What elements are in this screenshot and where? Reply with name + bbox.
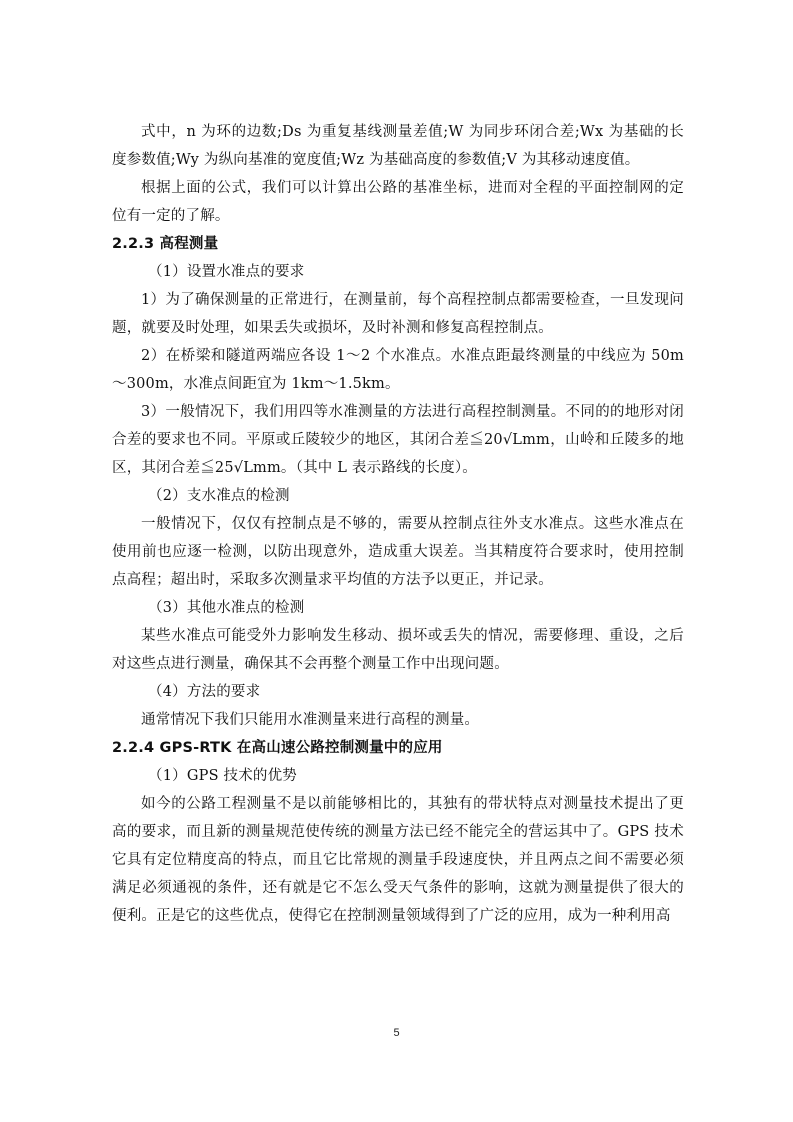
paragraph-method: 通常情况下我们只能用水准测量来进行高程的测量。 (141, 712, 480, 728)
document-body (112, 118, 684, 930)
paragraph-requirement-3: 3）一般情况下，我们用四等水准测量的方法进行高程控制测量。不同的的地形对闭合差的要求也不同。平原或丘陵较少的地区，其闭合差≦20√Lmm，山岭和丘陵多的地区，其闭合差≦25√Lmm。（其中 L 表示路线的长度）。 (112, 404, 684, 476)
paragraph-branch-benchmark: 一般情况下，仅仅有控制点是不够的，需要从控制点往外支水准点。这些水准点在使用前也应逐一检测，以防出现意外，造成重大误差。当其精度符合要求时，使用控制点高程；超出时，采取多次测量求平均值的方法予以更正，并记录。 (112, 516, 684, 588)
section-heading-2-2-4: 2.2.4 GPS-RTK 在高山速公路控制测量中的应用 (112, 740, 443, 756)
paragraph-formula-legend: 式中，n 为环的边数;Ds 为重复基线测量差值;W 为同步环闭合差;Wx 为基础的长度参数值;Wy 为纵向基准的宽度值;Wz 为基础高度的参数值;V 为其移动速度值。 (112, 124, 684, 168)
subheading-branch-benchmark-check: （2）支水准点的检测 (148, 488, 290, 504)
subheading-benchmark-requirements: （1）设置水准点的要求 (148, 264, 305, 280)
paragraph-requirement-1: 1）为了确保测量的正常进行，在测量前，每个高程控制点都需要检查，一旦发现问题，就要及时处理，如果丢失或损坏，及时补测和修复高程控制点。 (112, 292, 684, 336)
subheading-other-benchmark-check: （3）其他水准点的检测 (148, 600, 305, 616)
paragraph-gps-advantages: 如今的公路工程测量不是以前能够相比的，其独有的带状特点对测量技术提出了更高的要求，而且新的测量规范使传统的测量方法已经不能完全的营运其中了。GPS 技术它具有定位精度高的特点，而且它比常规的测量手段速度快，并且两点之间不需要必须满足必须通视的条件，还有就是它不怎么受天气条件的影响，这就为测量提供了很大的便利。正是它的这些优点，使得它在控制测量领域得到了广泛的应用，成为一种利用高 (112, 796, 684, 924)
paragraph-other-benchmark: 某些水准点可能受外力影响发生移动、损坏或丢失的情况，需要修理、重设，之后对这些点进行测量，确保其不会再整个测量工作中出现问题。 (112, 628, 684, 672)
paragraph-coordinate-summary: 根据上面的公式，我们可以计算出公路的基准坐标，进而对全程的平面控制网的定位有一定的了解。 (112, 180, 684, 224)
page-number: 5 (393, 1027, 400, 1039)
subheading-method-requirements: （4）方法的要求 (148, 684, 261, 700)
subheading-gps-advantages: （1）GPS 技术的优势 (148, 768, 298, 784)
section-heading-2-2-3: 2.2.3 高程测量 (112, 236, 219, 252)
paragraph-requirement-2: 2）在桥梁和隧道两端应各设 1～2 个水准点。水准点距最终测量的中线应为 50m～300m，水准点间距宜为 1km～1.5km。 (112, 348, 684, 392)
